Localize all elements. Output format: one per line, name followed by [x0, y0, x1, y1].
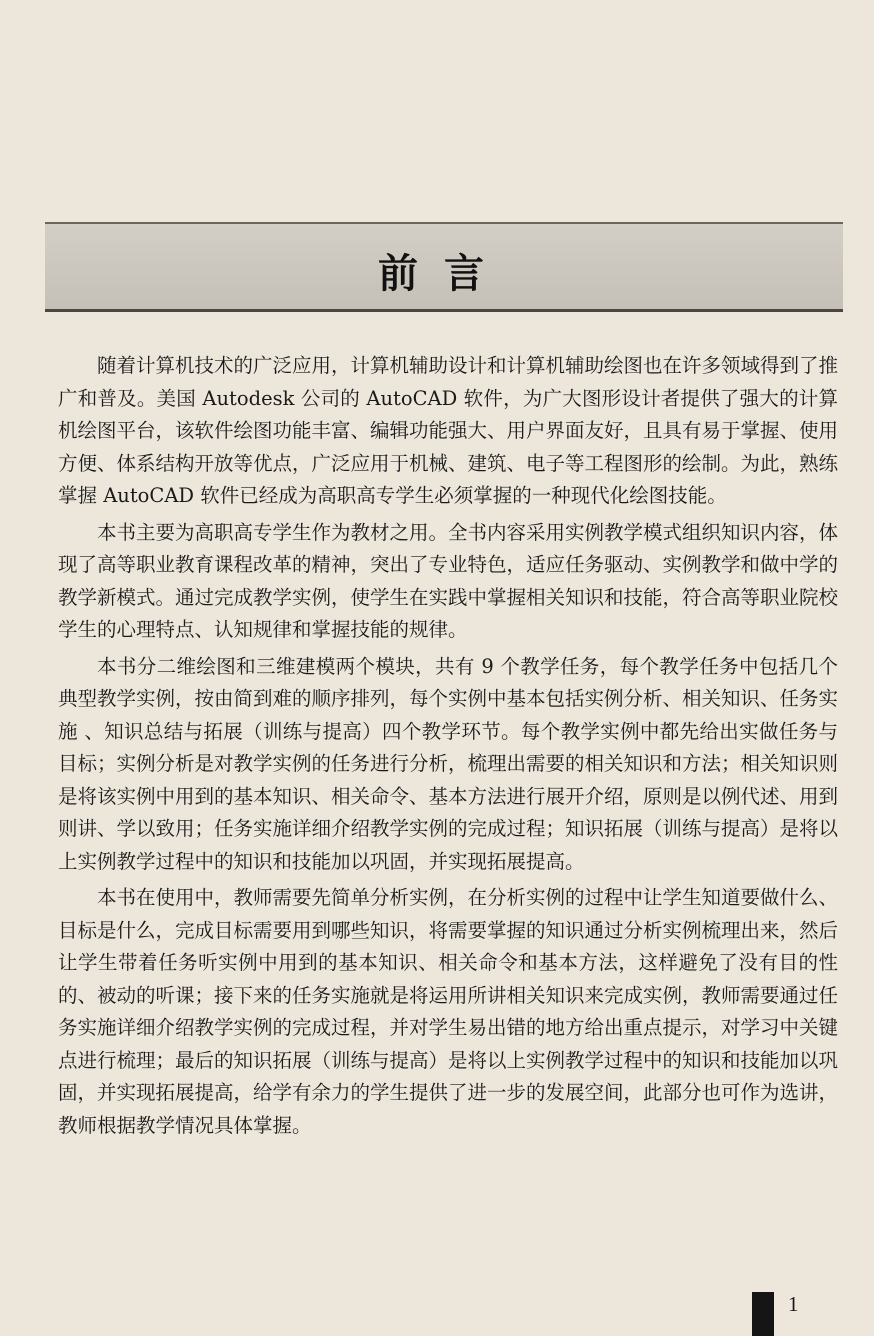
page-number: 1	[788, 1292, 799, 1316]
title-band	[45, 222, 843, 312]
paragraph: 本书分二维绘图和三维建模两个模块，共有 9 个教学任务，每个教学任务中包括几个典型教学实例，按由简到难的顺序排列，每个实例中基本包括实例分析、相关知识、任务实施 、知识总结与拓展（训练与提高）四个教学环节。每个教学实例中都先给出实做任务与目标；实例分析是对教学实例的任务进行分析，梳理出需要的相关知识和方法；相关知识则是将该实例中用到的基本知识、相关命令、基本方法进行展开介绍，原则是以例代述、用到则讲、学以致用；任务实施详细介绍教学实例的完成过程；知识拓展（训练与提高）是将以上实例教学过程中的知识和技能加以巩固，并实现拓展提高。	[58, 654, 839, 873]
paragraph: 随着计算机技术的广泛应用，计算机辅助设计和计算机辅助绘图也在许多领域得到了推广和普及。美国 Autodesk 公司的 AutoCAD 软件，为广大图形设计者提供了强大的计算机绘图平台，该软件绘图功能丰富、编辑功能强大、用户界面友好，且具有易于掌握、使用方便、体系结构开放等优点，广泛应用于机械、建筑、电子等工程图形的绘制。为此，熟练掌握 AutoCAD 软件已经成为高职高专学生必须掌握的一种现代化绘图技能。	[58, 354, 839, 507]
paragraph: 本书主要为高职高专学生作为教材之用。全书内容采用实例教学模式组织知识内容，体现了高等职业教育课程改革的精神，突出了专业特色，适应任务驱动、实例教学和做中学的教学新模式。通过完成教学实例，使学生在实践中掌握相关知识和技能，符合高等职业院校学生的心理特点、认知规律和掌握技能的规律。	[58, 520, 839, 641]
page-edge-mark	[752, 1292, 774, 1336]
page-title: 前言	[378, 251, 510, 297]
body-text	[58, 350, 838, 1146]
paragraph: 本书在使用中，教师需要先简单分析实例，在分析实例的过程中让学生知道要做什么、目标是什么，完成目标需要用到哪些知识，将需要掌握的知识通过分析实例梳理出来，然后让学生带着任务听实例中用到的基本知识、相关命令和基本方法，这样避免了没有目的性的、被动的听课；接下来的任务实施就是将运用所讲相关知识来完成实例，教师需要通过任务实施详细介绍教学实例的完成过程，并对学生易出错的地方给出重点提示，对学习中关键点进行梳理；最后的知识拓展（训练与提高）是将以上实例教学过程中的知识和技能加以巩固，并实现拓展提高，给学有余力的学生提供了进一步的发展空间，此部分也可作为选讲，教师根据教学情况具体掌握。	[58, 886, 839, 1137]
